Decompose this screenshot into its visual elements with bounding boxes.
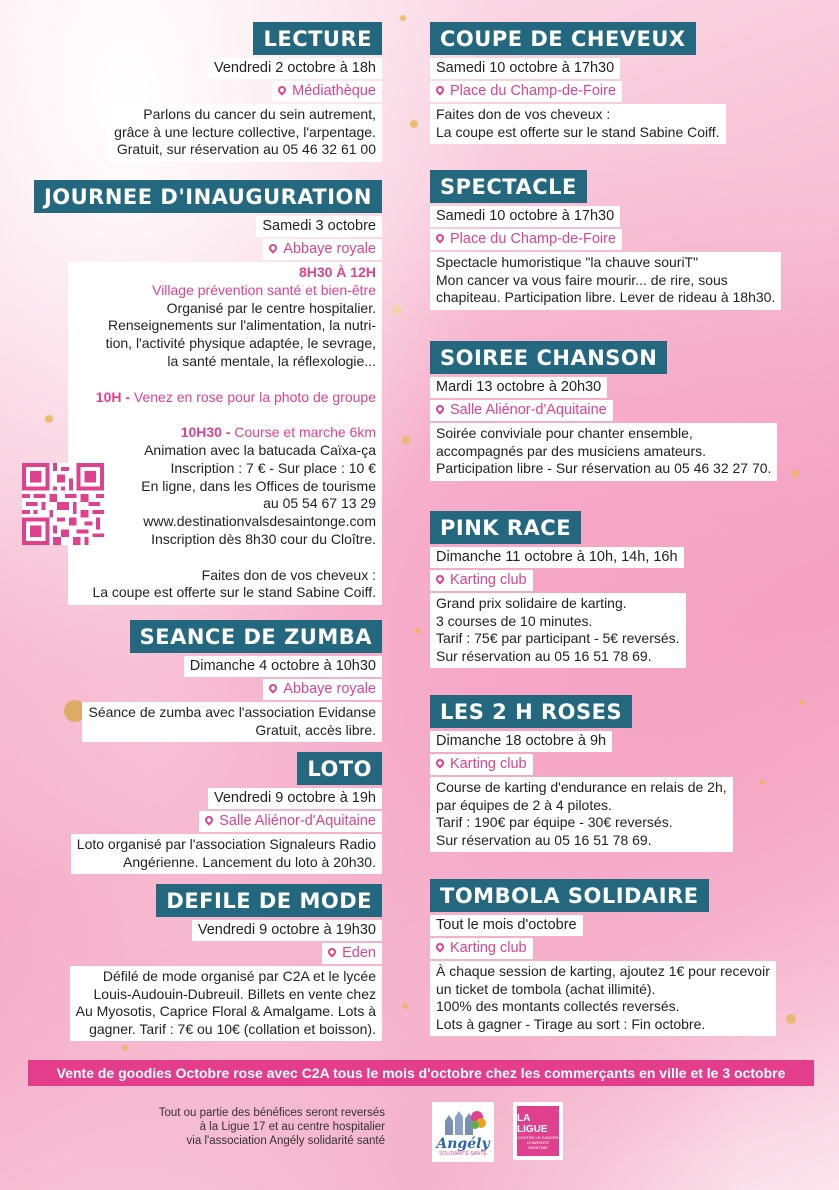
location-pin-icon	[434, 757, 445, 768]
location-pin-icon	[434, 232, 445, 243]
event-place	[263, 679, 382, 700]
event-description	[68, 262, 382, 605]
desc-line: Participation libre - Sur réservation au 05 46 32 27 70.	[436, 460, 772, 476]
event-title: DEFILE DE MODE	[156, 884, 382, 917]
desc-line: un ticket de tombola (achat illimité).	[436, 980, 656, 997]
angely-logo	[432, 1102, 494, 1162]
place-label: Place du Champ-de-Foire	[450, 231, 617, 247]
event-date: Mardi 13 octobre à 20h30	[430, 377, 607, 398]
place-label: Eden	[342, 945, 376, 961]
event-coupe-cheveux	[430, 22, 726, 144]
footer-note	[110, 1106, 385, 1148]
time-label: 8H30 À 12H	[298, 264, 376, 280]
desc-line: Séance de zumba avec l'association Evidanse	[88, 704, 376, 720]
desc-line: Spectacle humoristique "la chauve souriT"	[436, 254, 699, 270]
logo-sub: CHARENTE MARITIME	[526, 1139, 549, 1150]
event-date: Tout le mois d'octobre	[430, 915, 583, 936]
event-place	[263, 239, 382, 260]
event-place	[430, 81, 622, 102]
desc-line: Au Myosotis, Caprice Floral & Amalgame. Lots à	[75, 1003, 376, 1019]
desc-line: Grand prix solidaire de karting.	[436, 595, 627, 611]
location-pin-icon	[434, 573, 445, 584]
event-description	[430, 252, 781, 310]
event-date: Dimanche 18 octobre à 9h	[430, 731, 612, 752]
desc-line: Inscription : 7 € - Sur place : 10 €	[170, 459, 376, 476]
event-title: LECTURE	[253, 22, 382, 55]
desc-line: Course de karting d'endurance en relais de 2h,	[436, 779, 727, 795]
logo-sub: SOLIDARITÉ SANTÉ	[439, 1151, 487, 1157]
event-tombola	[430, 879, 776, 1036]
event-title: SOIREE CHANSON	[430, 341, 667, 374]
footer-line: à la Ligue 17 et au centre hospitalier	[199, 1121, 385, 1133]
desc-line: Sur réservation au 05 16 51 78 69.	[436, 831, 652, 848]
logo-name: Angély	[436, 1136, 490, 1152]
desc-line: Gratuit, sur réservation au 05 46 32 61 00	[116, 141, 376, 157]
desc-line: Organisé par le centre hospitalier.	[166, 299, 376, 316]
desc-line: grâce à une lecture collective, l'arpentage.	[114, 123, 376, 140]
place-label: Salle Aliénor-d'Aquitaine	[450, 402, 607, 418]
event-title: LES 2 H ROSES	[430, 695, 632, 728]
place-label: Karting club	[450, 940, 527, 956]
event-title: COUPE DE CHEVEUX	[430, 22, 696, 55]
event-zumba	[82, 620, 382, 742]
time-label: 10H -	[95, 388, 131, 405]
desc-line: Soirée conviviale pour chanter ensemble,	[436, 425, 693, 441]
event-title: TOMBOLA SOLIDAIRE	[430, 879, 709, 912]
event-defile	[70, 884, 382, 1041]
desc-line: au 05 54 67 13 29	[263, 495, 376, 512]
desc-line: Gratuit, accès libre.	[255, 721, 376, 738]
footer-line: via l'association Angély solidarité santé	[186, 1135, 385, 1147]
desc-line: La coupe est offerte sur le stand Sabine Coiff.	[92, 584, 376, 601]
place-label: Karting club	[450, 756, 527, 772]
event-date: Dimanche 4 octobre à 10h30	[184, 656, 382, 677]
desc-line: Défilé de mode organisé par C2A et le lycée	[102, 968, 376, 984]
event-title: PINK RACE	[430, 511, 581, 544]
event-place	[272, 81, 382, 102]
location-pin-icon	[434, 403, 445, 414]
subtitle: Course et marche 6km	[234, 424, 376, 441]
location-pin-icon	[434, 941, 445, 952]
desc-line: 3 courses de 10 minutes.	[436, 612, 593, 629]
desc-line: gagner. Tarif : 7€ ou 10€ (collation et boisson).	[89, 1020, 376, 1037]
desc-line: tion, l'activité physique adaptée, le sevrage,	[105, 335, 376, 352]
place-label: Abbaye royale	[283, 241, 376, 257]
desc-line: Mon cancer va vous faire mourir... de rire, sous	[436, 271, 728, 288]
desc-line: Louis-Audouin-Dubreuil. Billets en vente chez	[93, 985, 376, 1002]
event-place	[430, 229, 622, 250]
event-loto	[71, 752, 382, 874]
goodies-banner: Vente de goodies Octobre rose avec C2A tous le mois d'octobre chez les commerçants en ville et le 3 octobre	[28, 1060, 814, 1086]
event-description	[430, 961, 776, 1036]
event-date: Samedi 3 octobre	[256, 216, 382, 237]
desc-line: Tarif : 75€ par participant - 5€ reversés.	[436, 630, 680, 646]
event-lecture	[108, 22, 382, 162]
event-date: Vendredi 9 octobre à 19h30	[192, 920, 382, 941]
event-soiree-chanson	[430, 341, 777, 481]
footer-line: Tout ou partie des bénéfices seront reversés	[158, 1107, 385, 1119]
event-place	[430, 938, 533, 959]
desc-line: À chaque session de karting, ajoutez 1€ pour recevoir	[436, 963, 770, 979]
ligue-logo	[513, 1102, 563, 1160]
event-description	[82, 702, 382, 742]
place-label: Salle Aliénor-d'Aquitaine	[219, 813, 376, 829]
logo-sub: CONTRE LE CANCER	[517, 1134, 559, 1140]
event-description	[71, 834, 382, 874]
logo-name: LA LIGUE	[517, 1112, 548, 1135]
place-label: Place du Champ-de-Foire	[450, 83, 617, 99]
event-place	[430, 570, 533, 591]
city-skyline-icon	[439, 1107, 487, 1137]
event-title: SEANCE DE ZUMBA	[130, 620, 382, 653]
desc-line: Inscription dès 8h30 cour du Cloître.	[151, 530, 376, 547]
desc-line: La coupe est offerte sur le stand Sabine Coiff.	[436, 123, 720, 140]
event-2h-roses	[430, 695, 733, 852]
event-description	[108, 104, 382, 162]
desc-line: Lots à gagner - Tirage au sort : Fin octobre.	[436, 1015, 706, 1032]
time-label: 10H30 -	[180, 424, 231, 441]
desc-line: Faites don de vos cheveux :	[201, 566, 376, 583]
desc-line: Tarif : 190€ par équipe - 30€ reversés.	[436, 814, 673, 830]
desc-line: Angérienne. Lancement du loto à 20h30.	[123, 853, 376, 870]
desc-line: par équipes de 2 à 4 pilotes.	[436, 796, 612, 813]
event-date: Vendredi 2 octobre à 18h	[208, 58, 382, 79]
location-pin-icon	[204, 814, 215, 825]
desc-line: Parlons du cancer du sein autrement,	[143, 106, 376, 122]
location-pin-icon	[326, 946, 337, 957]
desc-line: Loto organisé par l'association Signaleurs Radio	[76, 836, 376, 852]
desc-line: En ligne, dans les Offices de tourisme	[141, 477, 376, 494]
desc-line: la santé mentale, la réflexologie...	[167, 352, 376, 369]
desc-line: Faites don de vos cheveux :	[436, 106, 611, 122]
event-description	[430, 104, 726, 144]
website-link[interactable]: www.destinationvalsdesaintonge.com	[143, 513, 376, 530]
event-place	[430, 754, 533, 775]
location-pin-icon	[276, 84, 287, 95]
subtitle: Venez en rose pour la photo de groupe	[133, 388, 376, 405]
desc-line: 100% des montants collectés reversés.	[436, 998, 680, 1014]
event-title: LOTO	[297, 752, 382, 785]
event-description	[430, 593, 686, 668]
location-pin-icon	[434, 84, 445, 95]
event-date: Vendredi 9 octobre à 19h	[208, 788, 382, 809]
event-description	[430, 423, 777, 481]
event-date: Samedi 10 octobre à 17h30	[430, 58, 620, 79]
place-label: Médiathèque	[292, 83, 376, 99]
location-pin-icon	[268, 242, 279, 253]
event-place	[430, 400, 613, 421]
event-place	[199, 811, 382, 832]
desc-line: Renseignements sur l'alimentation, la nutri-	[107, 317, 376, 334]
event-title: SPECTACLE	[430, 170, 587, 203]
desc-line: accompagnés par des musiciens amateurs.	[436, 442, 707, 459]
event-title: JOURNEE D'INAUGURATION	[34, 180, 382, 213]
event-date: Samedi 10 octobre à 17h30	[430, 206, 620, 227]
location-pin-icon	[268, 682, 279, 693]
place-label: Karting club	[450, 572, 527, 588]
event-description	[430, 777, 733, 852]
place-label: Abbaye royale	[283, 681, 376, 697]
desc-line: Sur réservation au 05 16 51 78 69.	[436, 647, 652, 664]
event-place	[322, 943, 382, 964]
desc-line: Animation avec la batucada Caïxa-ça	[144, 441, 376, 458]
qr-code-icon[interactable]	[22, 463, 104, 545]
event-pink-race	[430, 511, 686, 668]
desc-line: chapiteau. Participation libre. Lever de rideau à 18h30.	[436, 289, 776, 305]
event-description	[70, 966, 382, 1041]
subtitle: Village prévention santé et bien-être	[152, 281, 376, 298]
event-date: Dimanche 11 octobre à 10h, 14h, 16h	[430, 547, 684, 568]
event-spectacle	[430, 170, 781, 310]
